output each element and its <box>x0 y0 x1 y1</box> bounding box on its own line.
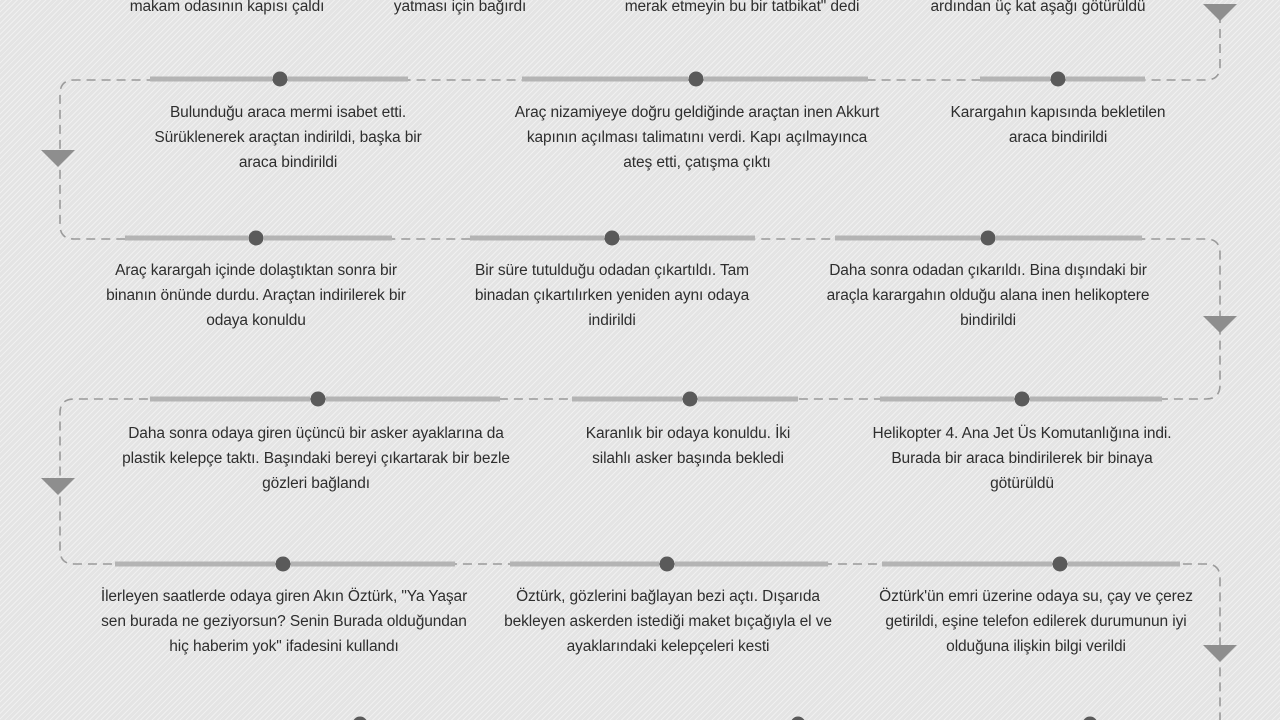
step-8-bar-left <box>125 236 248 241</box>
down-arrow-icon-4 <box>41 478 75 495</box>
step-11-dot <box>311 392 326 407</box>
next-row-dot-3 <box>1083 717 1098 720</box>
step-6-bar-right <box>704 77 868 82</box>
step-10-dot <box>981 231 996 246</box>
step-14-bar-left <box>115 562 275 567</box>
step-9-text: Bir süre tutulduğu odadan çıkartıldı. Tam binadan çıkartılırken yeniden aynı odaya indirildi <box>474 262 750 329</box>
step-5-text: Bulunduğu araca mermi isabet etti. Sürüklenerek araçtan indirildi, başka bir araca bindirildi <box>154 104 422 171</box>
step-5-bar-left <box>150 77 272 82</box>
step-6-bar-left <box>522 77 688 82</box>
step-11-text: Daha sonra odaya giren üçüncü bir asker ayaklarına da plastik kelepçe taktı. Başındaki bereyi çıkartarak bir bezle gözleri bağlandı <box>122 425 510 492</box>
step-4-text: ardından üç kat aşağı götürüldü <box>930 0 1146 15</box>
step-14-dot <box>276 557 291 572</box>
step-1-text: makam odasının kapısı çaldı <box>129 0 325 15</box>
step-10-bar-left <box>835 236 980 241</box>
step-16-bar-left <box>882 562 1052 567</box>
step-10-bar-right <box>996 236 1142 241</box>
step-2-text: yatması için bağırdı <box>393 0 527 15</box>
step-15-text: Öztürk, gözlerini bağlayan bezi açtı. Dışarıda bekleyen askerden istediği maket bıçağıyla el ve ayaklarındaki kelepçeleri kesti <box>504 588 832 655</box>
step-15-bar-left <box>510 562 659 567</box>
step-6-text: Araç nizamiyeye doğru geldiğinde araçtan inen Akkurt kapının açılması talimatını verdi. Kapı açılmayınca ateş etti, çatışma çıktı <box>514 104 880 171</box>
step-7-bar-right <box>1066 77 1145 82</box>
step-3-text: merak etmeyin bu bir tatbikat" dedi <box>624 0 860 15</box>
step-13-text: Helikopter 4. Ana Jet Üs Komutanlığına indi. Burada bir araca bindirilerek bir binaya götürüldü <box>872 425 1172 492</box>
down-arrow-icon-5 <box>1203 645 1237 662</box>
down-arrow-icon-3 <box>1203 316 1237 333</box>
next-row-dot-2 <box>791 717 806 720</box>
step-16-text: Öztürk'ün emri üzerine odaya su, çay ve çerez getirildi, eşine telefon edilerek durumunun iyi olduğuna ilişkin bilgi verildi <box>879 588 1193 655</box>
down-arrow-icon-1 <box>1203 4 1237 21</box>
step-7-bar-left <box>980 77 1050 82</box>
step-9-bar-right <box>620 236 755 241</box>
step-12-text: Karanlık bir odaya konuldu. İki silahlı asker başında bekledi <box>585 425 791 467</box>
step-13-dot <box>1015 392 1030 407</box>
step-9-bar-left <box>470 236 604 241</box>
step-12-bar-right <box>698 397 798 402</box>
down-arrow-icon-2 <box>41 150 75 167</box>
step-13-bar-right <box>1030 397 1162 402</box>
step-15-bar-right <box>675 562 828 567</box>
step-9-dot <box>605 231 620 246</box>
step-11-bar-right <box>326 397 500 402</box>
step-7-text: Karargahın kapısında bekletilen araca bindirildi <box>950 104 1166 146</box>
step-15-dot <box>660 557 675 572</box>
step-14-text: İlerleyen saatlerde odaya giren Akın Öztürk, "Ya Yaşar sen burada ne geziyorsun? Senin Burada olduğundan hiç haberim yok" ifadesini kullandı <box>100 588 468 655</box>
step-12-bar-left <box>572 397 682 402</box>
step-16-dot <box>1053 557 1068 572</box>
step-14-bar-right <box>291 562 455 567</box>
step-8-dot <box>249 231 264 246</box>
step-12-dot <box>683 392 698 407</box>
step-7-dot <box>1051 72 1066 87</box>
step-6-dot <box>689 72 704 87</box>
step-5-bar-right <box>288 77 408 82</box>
step-11-bar-left <box>150 397 310 402</box>
step-13-bar-left <box>880 397 1014 402</box>
step-8-text: Araç karargah içinde dolaştıktan sonra bir binanın önünde durdu. Araçtan indirilerek bir odaya konuldu <box>106 262 406 329</box>
step-8-bar-right <box>264 236 392 241</box>
step-10-text: Daha sonra odadan çıkarıldı. Bina dışındaki bir araçla karargahın olduğu alana inen helikoptere bindirildi <box>826 262 1150 329</box>
next-row-dot-1 <box>353 717 368 720</box>
step-5-dot <box>273 72 288 87</box>
step-16-bar-right <box>1068 562 1180 567</box>
